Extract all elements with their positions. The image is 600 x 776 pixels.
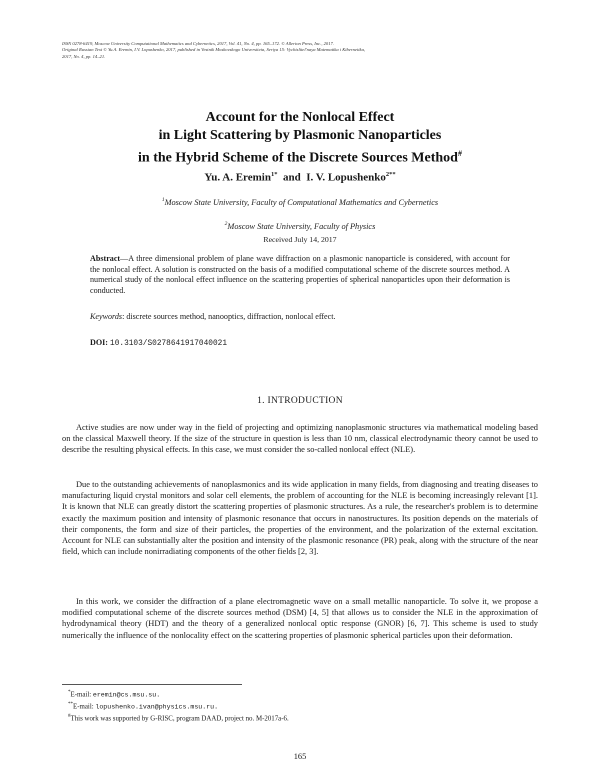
footnotes: [68, 688, 538, 724]
page-number: 165: [293, 752, 307, 761]
footnote-2-label: E-mail:: [73, 703, 96, 711]
footnote-3-mark: #: [68, 713, 71, 719]
journal-header: [62, 41, 542, 60]
footnote-2-email[interactable]: lopushenko.ivan@physics.msu.ru.: [95, 703, 219, 711]
keywords-label: Keywords: [90, 312, 123, 321]
affiliation-2-text: Moscow State University, Faculty of Physics: [227, 221, 376, 231]
author-1-mark: 1*: [270, 171, 278, 178]
author-1: Yu. A. Eremin: [204, 171, 271, 184]
keywords-text: : discrete sources method, nanooptics, diffraction, nonlocal effect.: [122, 312, 336, 321]
footnote-3: [68, 712, 538, 724]
abstract: [90, 254, 510, 296]
header-line-1: ISSN 0278-6419, Moscow University Computational Mathematics and Cybernetics, 2017, Vol. 41, No. 4, pp. 165–172. © Allerton Press, Inc., 2017.: [62, 41, 334, 46]
footnote-1-mark: *: [68, 690, 71, 695]
affiliation-1-text: Moscow State University, Faculty of Computational Mathematics and Cybernetics: [164, 197, 439, 207]
footnote-3-text: This work was supported by G-RISC, program DAAD, project no. M-2017a-6.: [70, 715, 289, 723]
authors-and: and: [282, 171, 301, 184]
title-line-3: [62, 145, 538, 168]
header-line-2: Original Russian Text © Yu.A. Eremin, I.V. Lopushenko, 2017, published in Vestnik Moskovskogo Universiteta, Seriya 15: Vychislitel'naya Matematika i Kibernetika,: [62, 47, 366, 53]
affiliation-1: [62, 197, 538, 207]
footnote-2: [68, 700, 538, 712]
paper-title: [62, 109, 538, 168]
keywords: [90, 312, 510, 321]
affiliation-1-mark: 1: [161, 197, 165, 203]
author-2-mark: 2**: [385, 171, 396, 178]
title-line-1: Account for the Nonlocal Effect: [205, 110, 395, 125]
title-line-2: in Light Scattering by Plasmonic Nanoparticles: [158, 128, 442, 143]
doi-label: DOI:: [90, 338, 108, 347]
abstract-label: Abstract: [90, 254, 121, 263]
footnote-2-mark: **: [68, 701, 73, 707]
paragraph-1: Active studies are now under way in the field of projecting and optimizing nanoplasmonic structures via mathematical modeling based on the classical Maxwell theory. If the size of the structure in question is less than 10 nm, classical electrodynamic theory cannot be used to describe the resulting physical effects. In this case, we must consider the so-called nonlocal effect (NLE).: [62, 423, 538, 455]
authors: [62, 171, 538, 184]
affiliation-2-mark: 2: [224, 221, 228, 227]
title-line-3-text: in the Hybrid Scheme of the Discrete Sources Method: [138, 150, 458, 166]
author-2: I. V. Lopushenko: [306, 171, 386, 184]
paragraph-3: In this work, we consider the diffraction of a plane electromagnetic wave on a small metallic nanoparticle. To solve it, we propose a modified computational scheme of the discrete sources method (DSM) [4, 5] that allows us to consider the NLE in the approximation of hydrodynamical theory (HDT) and the theory of a generalized nonlocal optic response (GNOR) [6, 7]. This scheme is used to study numerically the influence of the nonlocality effect on the scattering properties of plasmonic spherical particles upon their deformation.: [62, 597, 538, 640]
received-date: Received July 14, 2017: [263, 235, 337, 244]
doi: [90, 338, 510, 348]
doi-link[interactable]: 10.3103/S0278641917040021: [110, 340, 228, 348]
abstract-text: —A three dimensional problem of plane wave diffraction on a plasmonic nanoparticle is considered, with account for the nonlocal effect. A solution is constructed on the basis of a modified computational scheme of the discrete sources method. A numerical study of the nonlocal effect influence on the scattering properties of spherical nanoparticles upon their deformation is conducted.: [90, 254, 510, 295]
affiliation-2: [62, 221, 538, 231]
title-footnote-mark: #: [457, 149, 462, 158]
footnote-1-label: E-mail:: [70, 691, 93, 699]
footnote-divider: [62, 684, 242, 685]
section-heading: 1. INTRODUCTION: [257, 396, 343, 406]
footnote-1: [68, 688, 538, 700]
footnote-1-email[interactable]: eremin@cs.msu.su.: [92, 691, 161, 699]
header-line-3: 2017, No. 4, pp. 14–21.: [62, 53, 106, 59]
paragraph-2: Due to the outstanding achievements of nanoplasmonics and its wide application in many fields, from diagnosing and treating diseases to manufacturing liquid crystal monitors and solar cell elements, the problem of accounting for the NLE is becoming increasingly relevant [1]. It is known that NLE can greatly distort the scattering properties of plasmonic structures. As a rule, the researcher's problem is to determine exactly the maximum position and intensity of plasmonic resonance that occurs in nanostructures. Its position depends on the materials of their components, the form and size of their particles, the properties of the environment, and the polarization of the external excitation. Account for NLE can substantially alter the position and intensity of the plasmonic resonance (PR) peak, along with the structure of the near field, which can include nonirradiating components of the other fields [2, 3].: [62, 480, 538, 557]
